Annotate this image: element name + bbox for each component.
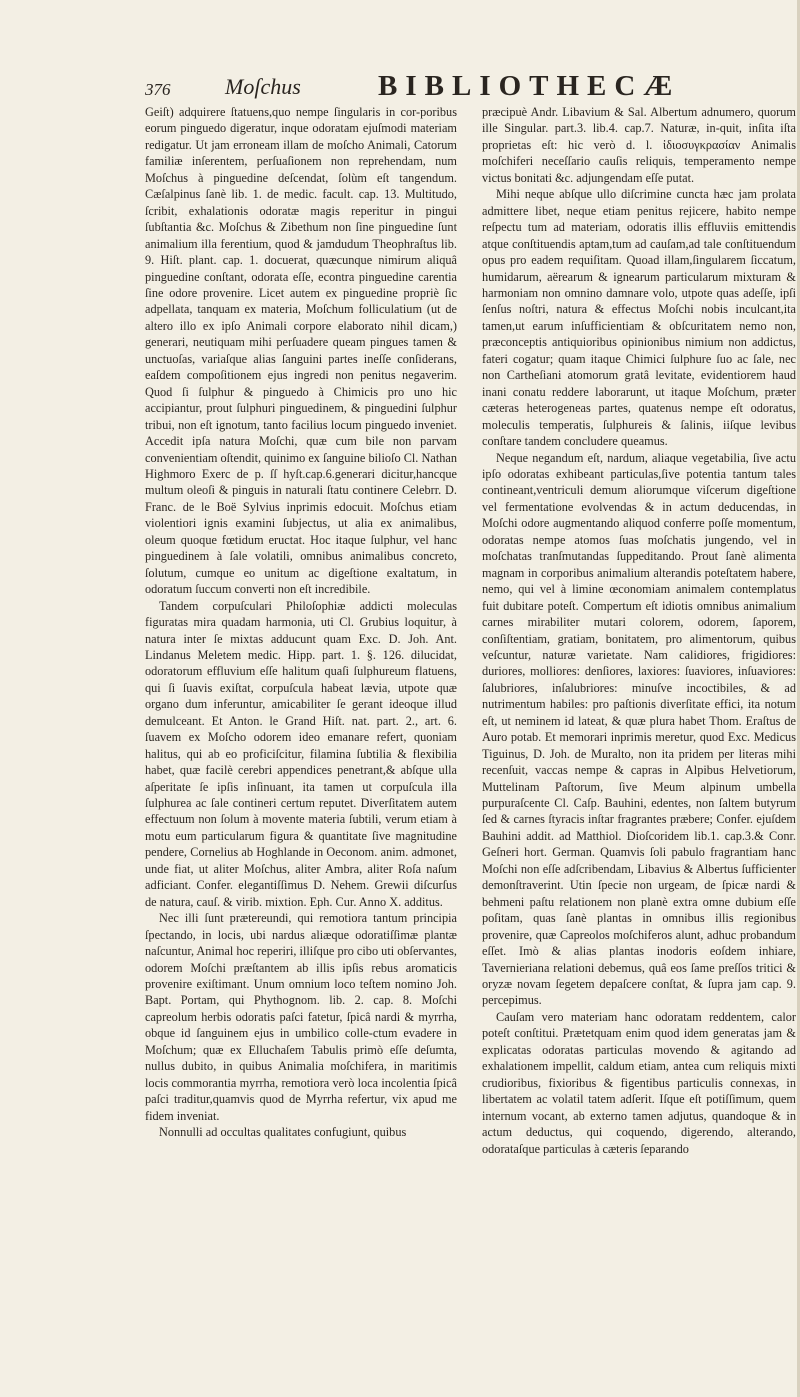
page-number: 376 — [145, 80, 171, 99]
left-column — [145, 104, 457, 1141]
running-head: Moſchus — [225, 74, 301, 99]
paragraph: Tandem corpuſculari Philoſophiæ addicti moleculas figuratas mira quadam harmonia, uti Cl. Grubius loquitur, à natura inter ſe mixtas adducunt quam Exc. D. Joh. Ant. Lindanus Meletem medic. Hipp. part. 1. §. 126. dilucidat, odoratorum effluvium eſſe halitum quaſi ſulphureum flatuens, qui ſi ſuavis exiſtat, corpuſcula habeat lævia, utpote quæ organo dum inferuntur, amicabiliter ſe gerant ideoque illud demulceant. Et Anton. le Grand Hiſt. nat. part. 2., art. 6. ſuavem ex Moſcho odorem ideo emanare refert, quoniam halitus, qui ab eo proficiſcitur, filamina ſubtilia & flexibilia habet, quæ facilè cerebri appendices penetrant,& abſque ulla aſperitate ſe ipſis inſinuant, ita tamen ut corpuſcula illa ſulphurea ac ſale contineri certum reputet. Diverſitatem autem effectuum non ſolum à movente materia ſubtili, verum etiam à motu eum particularum figura & quantitate ſive magnitudine pendere, Cornelius ab Hoghlande in Oeconom. anim. admonet, unde fiat, ut aliter Moſchus, aliter Ambra, aliter Roſa naſum adficiant. Confer. elegantiſſimus D. Nehem. Grewii diſcurſus de natura, cauſ. & virib. mixtion. Eph. Cur. Anno X. additus. — [145, 598, 457, 909]
paragraph: Mihi neque abſque ullo diſcrimine cuncta hæc jam prolata admittere libet, neque etiam penitus rejicere, habito nempe reſpectu tum ad materiam, odoratis illis effluviis emittendis atque conſtituendis aptam,tum ad cauſam,ad tale conſtituendum opus pro eadem requiſitam. Quoad illam,ſingularem ſiccatum, humidarum, aërearum & ignearum particularum mixturam & harmoniam non omnino damnare volo, utpote quas adeſſe, ipſi ſenſus noſtri, natura & effectus Moſchi nobis inculcant,ita tamen,ut earum inſufficientiam & obſcuritatem nemo non, præconceptis antiquioribus opinionibus nimium non addictus, fateri cogatur; quam itaque Chimici ſulphure ſuo ac ſale, nec non Cartheſiani atomorum gratâ levitate, evidentiorem haud inani conatu reddere laborarunt, ut itaque Moſchum, præter cæteras heterogeneas partes, quatenus nempe eſt odoratus, moleculis temperatis, ſulphureis & ſalinis, iiſque levibus conſtare tandem concludere queamus. — [482, 187, 796, 449]
page-title: BIBLIOTHECÆ — [378, 70, 681, 102]
paragraph: Neque negandum eſt, nardum, aliaque vegetabilia, ſive actu ipſo odoratas exhibeant particulas,ſive potentia tantum tales contineant,ventriculi demum aliorumque viſcerum digeſtione vel fermentatione evolvendas & in actum deducendas, in Moſchi odore augmentando aliquod conferre poſſe momentum, odoratas nempe atomos ſuas moſchatis jungendo, vel in moſchatas tranſmutandas ſuppeditando. Prout ſanè alimenta magnam in corporibus animalium alterandis poteſtatem habere, nemo, qui vel à limine œconomiam animalem contemplatus fuit dubitare poteſt. Compertum eſt idiotis omnibus animalium carnes mirabiliter mutari colorem, odorem, ſaporem, conſiſtentiam, gratiam, bonitatem, pro alimentorum, quibus veſcuntur, naturæ varietate. Nam calidiores, frigidiores: duriores, molliores: denſiores, laxiores: ſuaviores, inſuaviores: ſalubriores, inſalubriores: minuſve incoctibiles, & ad nutrimentum habiles: pro paſtionis diverſitate effici, ita notum eſt, ut neminem id lateat, & quæ plura habet Thom. Eraſtus de Auro potab. Et memorari inprimis meretur, quod Exc. Medicus Tiguinus, D. Joh. de Muralto, non ita pridem per literas mihi recenſuit, vaccas nempe & capras in Alpibus Helvetiorum, Muttelinam Paſtorum, ſive Meum alpinum umbella purpuraſcente Cl. Caſp. Bauhini, edentes, non ſaltem butyrum ſed & carnes ſtyracis inſtar fragrantes præbere; Confer. ejuſdem Bauhini addit. ad Matthiol. Dioſcoridem lib.1. cap.3.& Conr. Geſneri hort. German. Quamvis ſoli pabulo fragrantiam hanc Moſchi non eſſe adſcribendam, Libavius & Albertus ſufficienter demonſtraverint. Utin ſpecie non urgeam, de ſpicæ nardi & behmeni paſtu relationem non planè extra omne dubium eſſe poſitam, quas ſanè plantas in omnibus illis regionibus provenire, quæ Capreolos moſchiferos alunt, adhuc probandum eſſet. Imò & alias plantas inodoris eoſdem inhiare, Tavernieriana relationi debemus, quâ eos ſame preſſos tritici & oryzæ novam ſegetem depaſcere conſtat, & ſupra jam cap. 9. percepimus. — [482, 450, 796, 1008]
paragraph: Nonnulli ad occultas qualitates confugiunt, quibus — [159, 1125, 407, 1140]
paragraph: præcipuè Andr. Libavium & Sal. Albertum adnumero, quorum ille Singular. part.3. lib.4. cap.7. Naturæ, in-quit, inſita iſta proprietas eſt: hic verò d. l. ἰδιοσυγκρασίαν Animalis moſchiferi neceſſario cauſis reliquis, temperamento nempe victus bonitati &c. adjungendam eſſe putat. — [482, 105, 796, 185]
right-column — [482, 104, 796, 1157]
paragraph: Geiſt) adquirere ſtatuens,quo nempe ſingularis in cor-poribus eorum pinguedo digeratur, inque odoratam ejuſmodi materiam redigatur. Ut jam erroneam illam de moſcho Animali, Catorum familiæ inſerentem, perſuaſionem non reprehendam, num Moſchus à pinguedine deſcendat, ſolùm eſt tangendum. Cæſalpinus ſanè lib. 1. de medic. facult. cap. 13. Multitudo, ſcribit, exhalationis odoratæ magis reperitur in pingui ſubſtantia &c. Moſchus & Zibethum non ſine pinguedine ſunt animalium illa ferentium, quod & jamdudum Theophraſtus lib. 9. Hiſt. plant. cap. 1. docuerat, quæcunque nimirum aliquâ pinguedine conſtant, odorata eſſe, econtra pinguedine carentia ſine odore provenire. Licet autem ex pinguedine propriè ſic adpellata, tanquam ex materia, Moſchum folliculatium (ut de altero illo ex ipſo Animali corpore elaborato nihil dicam,) generari, neutiquam mihi perſuadere queam pingues tamen & unctuoſas, variaſque alias ſanguini partes ineſſe conſiderans, eaſdem compoſitionem ejus ingredi non penitus negaverim. Quod ſi ſulphur & pinguedo à Chimicis pro uno hic accipiantur, prout ſulphuri pinguedinem, & pinguedini ſulphur tribui, non eſt ignotum, tanto facilius locum pinguedo inveniet. Accedit ipſa natura Moſchi, quæ cum bile non parvam convenientiam oſtendit, quinimo ex ſanguine bilioſo Cl. Nathan Highmoro Exerc de p. ſſ hyſt.cap.6.generari dicitur,hancque multum oleoſi & pinguis in naturali ſtatu continere Celebrr. D. Franc. de le Boë Sylvius inprimis edocuit. Moſchus etiam violentiori ignis examini ſubjectus, ut alia ex animalibus, oleum quoque fœtidum eructat. Hoc itaque ſulphur, vel hanc pinguedinem à ſale volatili, omnibus animalibus concreto, ſolutum, cumque eo unitum ac digeſtione exaltatum, in odoratum ſuccum converti non eſt incredibile. — [145, 105, 457, 597]
paragraph: Cauſam vero materiam hanc odoratam reddentem, calor poteſt conſtitui. Prætetquam enim quod idem generatas jam & explicatas odoratas particulas movendo & agitando ad exhalationem impellit, caldum etiam, antea cum reliquis mixti crudioribus, fixioribus & figentibus particulis connexas, in libertatem ac volatil tatem adſerit. Iſque eſt potiſſimum, quem internum vocant, ab externo tamen adjutus, quandoque & in actum deductus, qui coquendo, digerendo, alterando, odorataſque particulas à cæteris ſeparando — [482, 1009, 796, 1156]
paragraph: Nec illi ſunt prætereundi, qui remotiora tantum principia ſpectando, in locis, ubi nardus aliæque odoratiſſimæ plantæ naſcuntur, Animal hoc reperiri, illiſque pro cibo uti obſervantes, odorem Moſchi præſtantem ab illis ipſis rebus aromaticis provenire exiſtimant. Unum omnium loco teſtem nomino Joh. Bapt. Portam, qui Phythognom. lib. 2. cap. 8. Moſchi capreolum herbis odoratis paſci fatetur, ſpicâ nardi & myrrha, obque id ſanguinem ejus in umbilico colle-ctum evadere in Moſchum; quæ ex Elluchaſem Tabulis primò eſſe deſumta, nullus dubito, in quibus Animalia moſchifera, in maritimis locis commorantia myrrha, remotiora verò loca incolentia ſpicâ paſci traditur,quamvis quod de Myrrha refertur, vix apud me fidem inveniat. — [145, 911, 457, 1123]
